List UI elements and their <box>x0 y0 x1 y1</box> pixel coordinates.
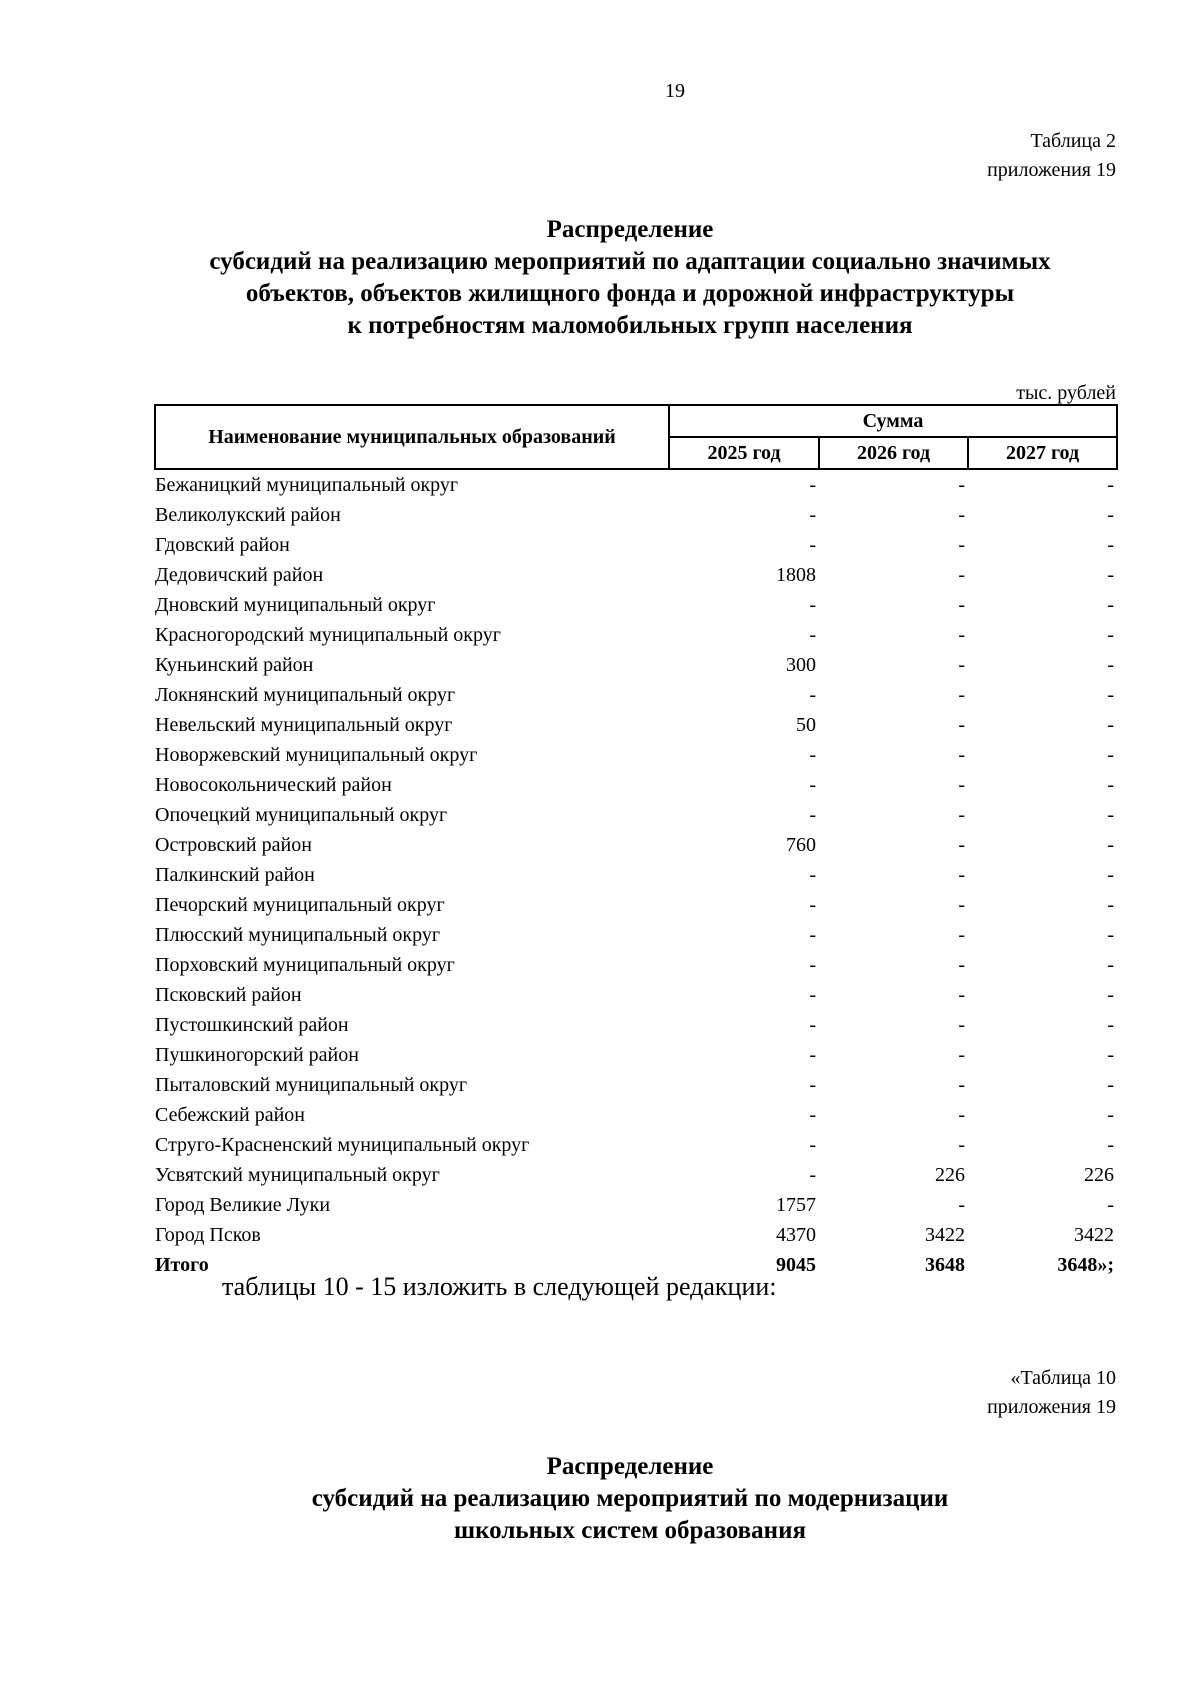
municipality-name-cell: Палкинский район <box>155 864 315 886</box>
amount-cell: - <box>958 774 965 796</box>
municipality-name-cell: Островский район <box>155 834 312 856</box>
municipality-name-cell: Пустошкинский район <box>155 1014 349 1036</box>
amount-cell: - <box>1107 624 1115 646</box>
municipality-name-cell: Город Великие Луки <box>155 1194 331 1216</box>
amount-cell: - <box>809 984 816 1006</box>
table-row <box>155 620 1117 650</box>
amount-cell: - <box>958 954 965 976</box>
table-row <box>155 920 1117 950</box>
municipality-name-cell: Плюсский муниципальный округ <box>155 924 441 946</box>
table-row <box>155 560 1117 590</box>
amount-cell: - <box>809 1044 816 1066</box>
amount-cell: - <box>1107 714 1115 736</box>
column-header-year: 2026 год <box>819 437 968 469</box>
amount-cell: - <box>1107 684 1115 706</box>
amount-cell: - <box>809 1014 816 1036</box>
table-row <box>155 1100 1117 1130</box>
amount-cell: - <box>809 504 816 526</box>
amount-cell: - <box>1107 474 1115 496</box>
municipality-name-cell: Бежаницкий муниципальный округ <box>155 474 459 496</box>
amount-cell: - <box>1107 1194 1115 1216</box>
amount-cell: - <box>1107 1104 1115 1126</box>
table-row <box>155 1040 1117 1070</box>
table-body <box>155 469 1117 1280</box>
amount-cell: 226 <box>1084 1164 1115 1186</box>
title-line: Распределение <box>546 216 714 243</box>
municipality-name-cell: Новосокольнический район <box>155 774 392 796</box>
amount-cell: - <box>958 654 965 676</box>
amount-cell: - <box>809 954 816 976</box>
table-row <box>155 1130 1117 1160</box>
table-row <box>155 1160 1117 1190</box>
total-amount-cell: 3648»; <box>1057 1254 1115 1276</box>
municipality-name-cell: Куньинский район <box>155 654 314 676</box>
table-reference <box>987 127 1116 185</box>
municipality-name-cell: Дновский муниципальный округ <box>155 594 436 616</box>
amount-cell: - <box>809 624 816 646</box>
table-row <box>155 950 1117 980</box>
amount-cell: - <box>958 624 965 646</box>
subsidy-table <box>154 404 1116 1280</box>
amount-cell: - <box>809 474 816 496</box>
municipality-name-cell: Порховский муниципальный округ <box>155 954 455 976</box>
page-number: 19 <box>665 80 685 102</box>
column-header-sum: Сумма <box>669 405 1117 437</box>
title-line: школьных систем образования <box>453 1517 807 1544</box>
amount-cell: - <box>1107 1074 1115 1096</box>
title-line: объектов, объектов жилищного фонда и дорожной инфраструктуры <box>245 280 1015 307</box>
amount-cell: - <box>958 1014 965 1036</box>
municipality-name-cell: Пушкиногорский район <box>155 1044 359 1066</box>
amount-cell: - <box>958 534 965 556</box>
table-row <box>155 1220 1117 1250</box>
municipality-name-cell: Гдовский район <box>155 534 290 556</box>
amount-cell: - <box>809 744 816 766</box>
amount-cell: - <box>958 744 965 766</box>
amount-cell: - <box>958 1134 965 1156</box>
table-row <box>155 1190 1117 1220</box>
amount-cell: - <box>1107 1044 1115 1066</box>
title-line: субсидий на реализацию мероприятий по модернизации <box>311 1485 949 1512</box>
amount-cell: - <box>1107 594 1115 616</box>
amount-cell: - <box>1107 1014 1115 1036</box>
table-row <box>155 650 1117 680</box>
amount-cell: - <box>809 1134 816 1156</box>
amount-cell: - <box>958 474 965 496</box>
amount-cell: - <box>809 774 816 796</box>
amount-cell: - <box>809 804 816 826</box>
amount-cell: - <box>1107 534 1115 556</box>
table-reference-line: Таблица 2 <box>1030 130 1116 152</box>
municipality-name-cell: Дедовичский район <box>155 564 324 586</box>
amount-cell: - <box>958 1194 965 1216</box>
column-header-year: 2027 год <box>968 437 1117 469</box>
table-row <box>155 740 1117 770</box>
amount-cell: - <box>809 894 816 916</box>
amount-cell: - <box>958 924 965 946</box>
table-row <box>155 530 1117 560</box>
amount-cell: - <box>958 684 965 706</box>
amount-cell: 300 <box>786 654 816 676</box>
table-row <box>155 800 1117 830</box>
amount-cell: - <box>1107 804 1115 826</box>
amount-cell: - <box>1107 744 1115 766</box>
municipality-name-cell: Псковский район <box>155 984 302 1006</box>
column-header-year: 2025 год <box>669 437 819 469</box>
table-reference-line: приложения 19 <box>987 159 1116 181</box>
amount-cell: - <box>1107 504 1115 526</box>
amount-cell: - <box>809 684 816 706</box>
table-title <box>140 214 1120 342</box>
unit-label: тыс. рублей <box>1016 382 1116 404</box>
amount-cell: - <box>1107 894 1115 916</box>
amount-cell: - <box>1107 654 1115 676</box>
amount-cell: 226 <box>935 1164 965 1186</box>
amount-cell: - <box>1107 924 1115 946</box>
amount-cell: - <box>958 864 965 886</box>
amount-cell: 3422 <box>925 1224 965 1246</box>
amount-cell: - <box>958 1104 965 1126</box>
table-title <box>140 1451 1120 1547</box>
municipality-name-cell: Опочецкий муниципальный округ <box>155 804 448 826</box>
table-row <box>155 1010 1117 1040</box>
amount-cell: - <box>1107 864 1115 886</box>
table-row <box>155 830 1117 860</box>
amount-cell: - <box>958 564 965 586</box>
amount-cell: - <box>1107 564 1115 586</box>
municipality-name-cell: Пыталовский муниципальный округ <box>155 1074 468 1096</box>
amount-cell: - <box>1107 834 1115 856</box>
table-row <box>155 500 1117 530</box>
amendment-note: таблицы 10 - 15 изложить в следующей редакции: <box>222 1272 777 1301</box>
municipality-name-cell: Новоржевский муниципальный округ <box>155 744 478 766</box>
amount-cell: 3422 <box>1074 1224 1115 1246</box>
amount-cell: - <box>809 534 816 556</box>
amount-cell: 1757 <box>776 1194 816 1216</box>
table-row <box>155 860 1117 890</box>
table-row <box>155 1070 1117 1100</box>
table-row <box>155 469 1117 500</box>
amount-cell: - <box>809 1164 816 1186</box>
total-amount-cell: 9045 <box>776 1254 816 1276</box>
municipality-name-cell: Красногородский муниципальный округ <box>155 624 501 646</box>
amount-cell: - <box>958 804 965 826</box>
table-row <box>155 980 1117 1010</box>
amount-cell: - <box>958 594 965 616</box>
amount-cell: - <box>958 1044 965 1066</box>
municipality-name-cell: Себежский район <box>155 1104 305 1126</box>
table-reference-line: приложения 19 <box>987 1396 1116 1418</box>
amount-cell: - <box>958 834 965 856</box>
table-row <box>155 710 1117 740</box>
amount-cell: 1808 <box>776 564 816 586</box>
title-line: субсидий на реализацию мероприятий по адаптации социально значимых <box>209 248 1051 275</box>
amount-cell: - <box>1107 774 1115 796</box>
total-label-cell: Итого <box>155 1254 209 1276</box>
municipality-name-cell: Локнянский муниципальный округ <box>155 684 456 706</box>
amount-cell: - <box>958 714 965 736</box>
total-amount-cell: 3648 <box>925 1254 965 1276</box>
municipality-name-cell: Невельский муниципальный округ <box>155 714 453 736</box>
amount-cell: - <box>958 1074 965 1096</box>
amount-cell: - <box>1107 1134 1115 1156</box>
amount-cell: - <box>1107 954 1115 976</box>
amount-cell: 760 <box>786 834 816 856</box>
table-row <box>155 890 1117 920</box>
amount-cell: 4370 <box>776 1224 816 1246</box>
municipality-name-cell: Печорский муниципальный округ <box>155 894 445 916</box>
amount-cell: - <box>809 924 816 946</box>
municipality-name-cell: Струго-Красненский муниципальный округ <box>155 1134 530 1156</box>
amount-cell: - <box>809 1104 816 1126</box>
amount-cell: - <box>809 594 816 616</box>
column-header-name: Наименование муниципальных образований <box>155 405 669 469</box>
title-line: к потребностям маломобильных групп населения <box>347 312 913 339</box>
amount-cell: - <box>1107 984 1115 1006</box>
amount-cell: - <box>958 504 965 526</box>
table-reference-line: «Таблица 10 <box>1010 1367 1116 1389</box>
table-row <box>155 680 1117 710</box>
table-row <box>155 590 1117 620</box>
table-reference <box>987 1364 1116 1422</box>
municipality-name-cell: Город Псков <box>155 1224 261 1246</box>
municipality-name-cell: Великолукский район <box>155 504 341 526</box>
title-line: Распределение <box>546 1453 714 1480</box>
table-row <box>155 770 1117 800</box>
municipality-name-cell: Усвятский муниципальный округ <box>155 1164 440 1186</box>
amount-cell: 50 <box>796 714 816 736</box>
amount-cell: - <box>958 984 965 1006</box>
amount-cell: - <box>809 864 816 886</box>
amount-cell: - <box>958 894 965 916</box>
amount-cell: - <box>809 1074 816 1096</box>
